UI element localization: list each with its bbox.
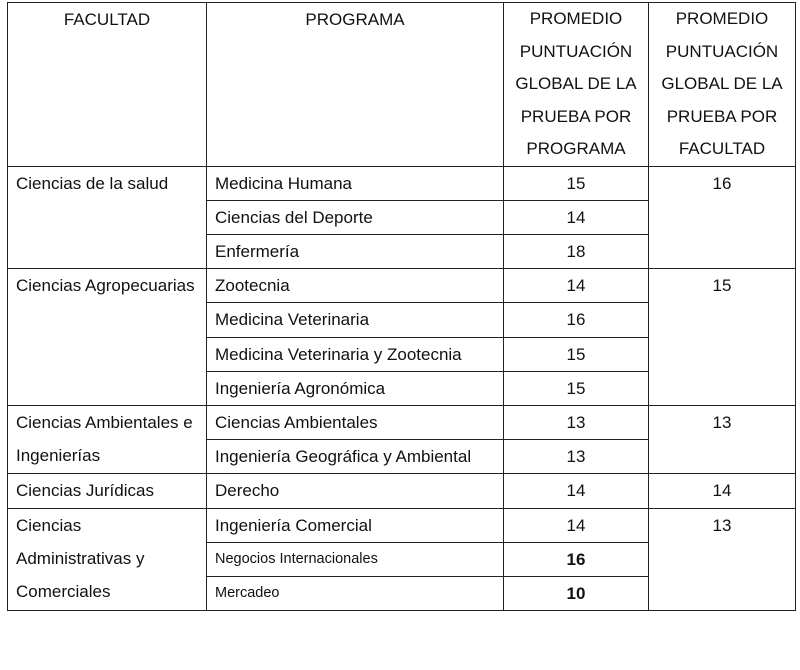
- program-name: Enfermería: [207, 234, 504, 268]
- header-row: [8, 3, 796, 167]
- faculty-name: Ciencias Ambientales e Ingenierías: [8, 405, 207, 473]
- program-score: 18: [504, 234, 649, 268]
- program-name: Medicina Humana: [207, 166, 504, 200]
- table-row: [8, 474, 796, 508]
- program-name: Negocios Internacionales: [207, 542, 504, 576]
- program-score: 16: [504, 303, 649, 337]
- program-name: Medicina Veterinaria: [207, 303, 504, 337]
- program-score: 14: [504, 508, 649, 542]
- program-score: 10: [504, 576, 649, 610]
- faculty-name: Ciencias Administrativas y Comerciales: [8, 508, 207, 611]
- header-programa: PROGRAMA: [207, 3, 504, 167]
- program-score: 16: [504, 542, 649, 576]
- program-score: 15: [504, 371, 649, 405]
- program-name: Ingeniería Agronómica: [207, 371, 504, 405]
- program-name: Mercadeo: [207, 576, 504, 610]
- program-score: 14: [504, 200, 649, 234]
- header-facultad: FACULTAD: [8, 3, 207, 167]
- program-score: 13: [504, 440, 649, 474]
- program-score: 15: [504, 166, 649, 200]
- faculty-name: Ciencias de la salud: [8, 166, 207, 269]
- program-name: Ciencias Ambientales: [207, 405, 504, 439]
- program-name: Ingeniería Geográfica y Ambiental: [207, 440, 504, 474]
- program-score: 14: [504, 474, 649, 508]
- header-promedio-facultad: PROMEDIO PUNTUACIÓN GLOBAL DE LA PRUEBA POR FACULTAD: [649, 3, 796, 167]
- table-row: [8, 269, 796, 303]
- table-row: [8, 508, 796, 542]
- faculty-name: Ciencias Agropecuarias: [8, 269, 207, 406]
- program-name: Medicina Veterinaria y Zootecnia: [207, 337, 504, 371]
- faculty-average: 13: [649, 508, 796, 611]
- program-name: Zootecnia: [207, 269, 504, 303]
- program-name: Ciencias del Deporte: [207, 200, 504, 234]
- program-score: 15: [504, 337, 649, 371]
- table-row: [8, 405, 796, 439]
- program-score: 13: [504, 405, 649, 439]
- program-name: Ingeniería Comercial: [207, 508, 504, 542]
- faculty-average: 13: [649, 405, 796, 473]
- results-table: [7, 2, 796, 611]
- program-name: Derecho: [207, 474, 504, 508]
- faculty-average: 14: [649, 474, 796, 508]
- faculty-average: 15: [649, 269, 796, 406]
- program-score: 14: [504, 269, 649, 303]
- faculty-average: 16: [649, 166, 796, 269]
- faculty-name: Ciencias Jurídicas: [8, 474, 207, 508]
- header-promedio-programa: PROMEDIO PUNTUACIÓN GLOBAL DE LA PRUEBA POR PROGRAMA: [504, 3, 649, 167]
- table-row: [8, 166, 796, 200]
